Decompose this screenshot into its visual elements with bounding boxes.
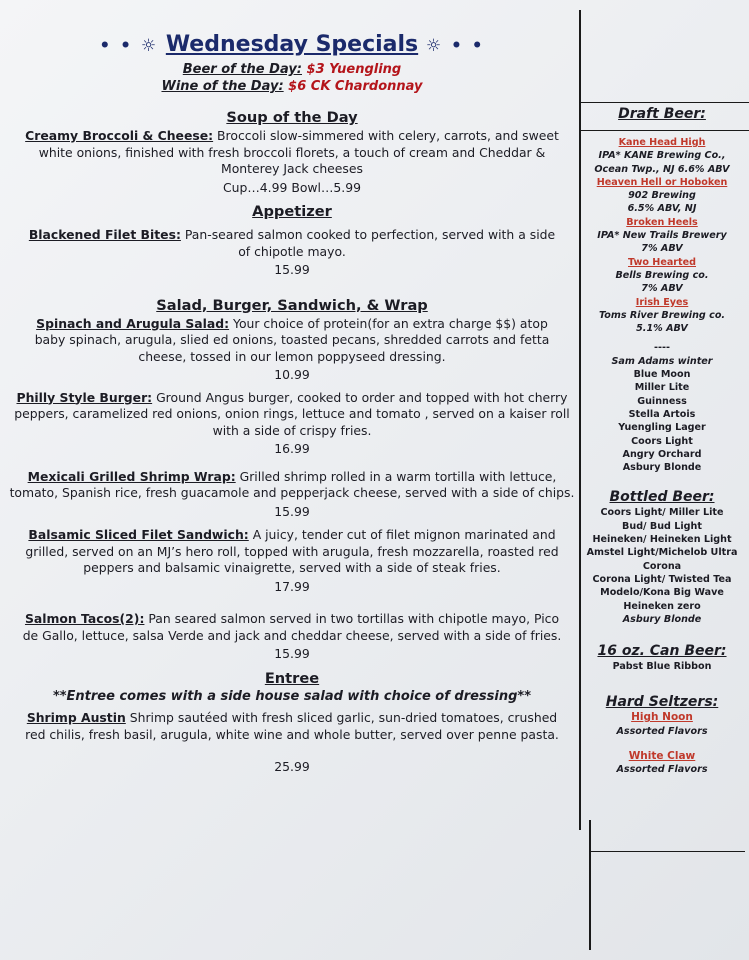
soup-price: Cup…4.99 Bowl…5.99: [223, 179, 361, 195]
bottled-beer-item: Coors Light/ Miller Lite: [600, 507, 724, 519]
wine-of-the-day: Wine of the Day: $6 CK Chardonnay: [161, 79, 423, 94]
entree-heading: Entree: [264, 669, 320, 687]
menu-item-salmon-tacos: Salmon Tacos(2): Pan seared salmon served in two tortillas with chipotle mayo, Pico de Gallo, lettuce, salsa Verde and jack and cheddar cheese, served with a side of fries.: [22, 611, 562, 643]
price-shrimp-wrap: 15.99: [274, 503, 310, 519]
sun-decoration-right-icon: ☼ • •: [425, 36, 485, 56]
bottled-beer-item: Corona Light/ Twisted Tea: [592, 573, 732, 585]
menu-item-spinach-salad: Spinach and Arugula Salad: Your choice of protein(for an extra charge $$) atop baby spinach, arugula, slied ed onions, toasted pecans, shredded carrots and fetta cheese, tossed in our lemon poppyseed dressing.: [34, 315, 550, 364]
entree-note: **Entree comes with a side house salad with choice of dressing**: [52, 688, 532, 704]
column-divider: [579, 10, 581, 830]
seltzer-name: High Noon: [631, 711, 693, 724]
draft-regular-item: Coors Light: [631, 435, 693, 447]
salad-section-heading: Salad, Burger, Sandwich, & Wrap: [156, 296, 428, 314]
draft-regular-item: Sam Adams winter: [611, 355, 713, 367]
draft-special-detail: Ocean Twp., NJ 6.6% ABV: [594, 163, 730, 175]
draft-regular-item: Stella Artois: [628, 408, 696, 420]
bottled-beer-item: Heineken/ Heineken Light: [592, 534, 732, 546]
drinks-column: [584, 105, 740, 777]
side-bottom-rule: [590, 851, 745, 852]
draft-special-name: Two Hearted: [628, 256, 696, 268]
draft-regular-item: Angry Orchard: [622, 448, 702, 460]
seltzer-name: White Claw: [628, 749, 696, 762]
price-shrimp-austin: 25.99: [274, 759, 310, 774]
beer-of-the-day: Beer of the Day: $3 Yuengling: [182, 62, 402, 77]
menu-item-philly-burger: Philly Style Burger: Ground Angus burger, cooked to order and topped with hot cherry peppers, caramelized red onions, onion rings, lettuce and tomato , served on a kaiser roll with a side of crispy fries.: [14, 389, 570, 438]
draft-special-list: [584, 136, 740, 335]
draft-regular-item: Blue Moon: [633, 369, 691, 381]
appetizer-heading: Appetizer: [252, 203, 332, 220]
draft-regular-item: Guinness: [637, 395, 687, 407]
price-spinach-salad: 10.99: [274, 367, 310, 382]
draft-special-detail: Bells Brewing co.: [615, 269, 709, 281]
bottled-beer-item: Corona: [642, 560, 682, 572]
menu-item-shrimp-wrap: Mexicali Grilled Shrimp Wrap: Grilled shrimp rolled in a warm tortilla with lettuce, tomato, Spanish rice, fresh guacamole and pepperjack cheese, served with a side of chips.: [9, 468, 575, 500]
specials-column: [8, 30, 576, 776]
column-divider-lower: [589, 820, 591, 950]
bottled-beer-heading: Bottled Beer:: [609, 489, 715, 506]
menu-item-filet-sandwich: Balsamic Sliced Filet Sandwich: A juicy, tender cut of filet mignon marinated and grilled, served on an MJ’s hero roll, topped with arugula, fresh mozzarella, roasted red peppers and balsamic vinaigrette, served with a side of steak fries.: [25, 527, 559, 575]
draft-special-name: Kane Head High: [618, 137, 706, 148]
draft-special-detail: 5.1% ABV: [636, 323, 688, 335]
seltzer-flavors: Assorted Flavors: [616, 725, 708, 737]
draft-regular-item: Yuengling Lager: [618, 422, 706, 434]
draft-divider: ----: [654, 342, 670, 354]
bottled-beer-item: Amstel Light/Michelob Ultra: [586, 547, 738, 559]
bottled-beer-item: Modelo/Kona Big Wave: [600, 587, 724, 599]
draft-beer-heading: Draft Beer:: [618, 106, 706, 122]
soup-heading: Soup of the Day: [226, 109, 358, 126]
menu-item-shrimp-austin: Shrimp Austin Shrimp sautéed with fresh sliced garlic, sun-dried tomatoes, crushed red chilis, fresh basil, arugula, white wine and whole butter, served over penne pasta.: [25, 710, 559, 742]
draft-special-detail: 902 Brewing: [628, 190, 696, 202]
seltzer-flavors: Assorted Flavors: [616, 764, 708, 776]
price-salmon-tacos: 15.99: [274, 646, 310, 661]
bottled-beer-list: [584, 506, 740, 626]
bottled-beer-item: Asbury Blonde: [622, 613, 702, 625]
draft-special-detail: 7% ABV: [641, 243, 683, 255]
draft-special-name: Broken Heels: [626, 216, 698, 228]
soup-item: Creamy Broccoli & Cheese: Broccoli slow-simmered with celery, carrots, and sweet white onions, finished with fresh broccoli florets, a touch of cream and Cheddar & Monterey Jack cheeses: [25, 128, 559, 176]
draft-regular-item: Asbury Blonde: [622, 462, 702, 474]
draft-special-detail: 6.5% ABV, NJ: [627, 203, 697, 215]
draft-regular-item: Miller Lite: [634, 382, 690, 394]
draft-special-detail: IPA* KANE Brewing Co.,: [598, 150, 726, 162]
bottled-beer-item: Heineken zero: [623, 600, 701, 612]
bottled-beer-item: Bud/ Bud Light: [622, 520, 702, 532]
sun-decoration-left-icon: • • ☼: [99, 36, 159, 56]
price-philly-burger: 16.99: [274, 441, 310, 456]
can-beer-heading: 16 oz. Can Beer:: [597, 643, 727, 660]
draft-special-detail: 7% ABV: [641, 283, 683, 295]
page-title: • • ☼ Wednesday Specials ☼ • •: [99, 32, 485, 57]
price-filet-sandwich: 17.99: [274, 578, 310, 594]
appetizer-item: Blackened Filet Bites: Pan-seared salmon cooked to perfection, served with a side of chipotle mayo.: [28, 227, 556, 259]
draft-special-name: Heaven Hell or Hoboken: [596, 176, 728, 188]
draft-header-rule-top: [580, 102, 749, 103]
can-beer-item: Pabst Blue Ribbon: [612, 661, 712, 673]
appetizer-price: 15.99: [274, 262, 310, 277]
draft-special-name: Irish Eyes: [635, 296, 689, 308]
hard-seltzers-heading: Hard Seltzers:: [605, 694, 719, 711]
draft-regular-list: [584, 355, 740, 475]
draft-special-detail: IPA* New Trails Brewery: [597, 230, 727, 242]
draft-special-detail: Toms River Brewing co.: [598, 309, 726, 321]
